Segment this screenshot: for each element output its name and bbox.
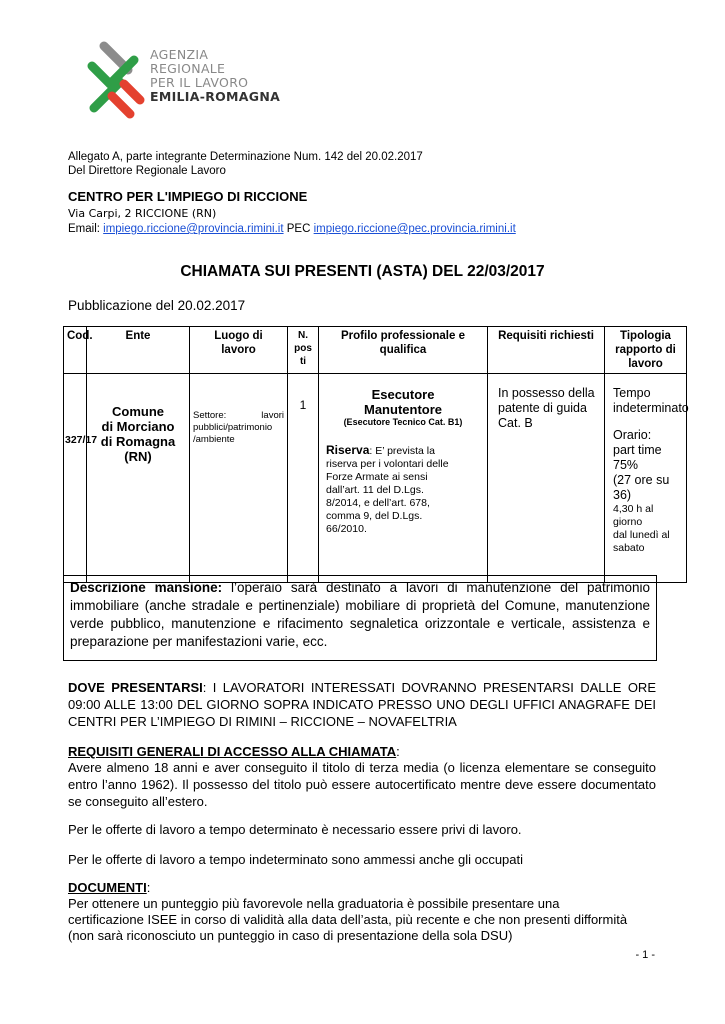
cell-luogo: Settore: lavori pubblici/patrimonio /ambiente xyxy=(190,374,288,583)
logo-line-1: AGENZIA xyxy=(150,47,209,62)
cell-ente: Comune di Morciano di Romagna (RN) xyxy=(87,374,190,583)
col-header-ente: Ente xyxy=(87,327,190,374)
documenti-heading: DOCUMENTI: xyxy=(68,880,151,895)
logo-mark-icon xyxy=(84,38,146,122)
table-header-row xyxy=(64,327,687,374)
documenti-line-1: Per ottenere un punteggio più favorevole nella graduatoria è possibile presentare una xyxy=(68,896,560,911)
col-header-tipologia: Tipologia rapporto di lavoro xyxy=(605,327,687,374)
logo-line-4: EMILIA-ROMAGNA xyxy=(150,89,281,104)
contacts-line xyxy=(68,222,516,236)
dove-label: DOVE PRESENTARSI xyxy=(68,680,203,695)
logo-line-3: PER IL LAVORO xyxy=(150,75,249,90)
col-header-posti: N. pos ti xyxy=(288,327,319,374)
documenti-line-3: (non sarà riconosciuto un punteggio in caso di presentazione della sola DSU) xyxy=(68,928,513,943)
cell-profilo: Esecutore Manutentore (Esecutore Tecnico Cat. B1) Riserva: E’ prevista la riserva per i volontari delle Forze Armate ai sensi dall’art. 11 del D.Lgs. 8/2014, e dell’art. 678, comma 9, del D.Lgs. 66/2010. xyxy=(319,374,488,583)
pec-link[interactable]: impiego.riccione@pec.provincia.rimini.it xyxy=(313,223,516,235)
page-title: CHIAMATA SUI PRESENTI (ASTA) DEL 22/03/2017 xyxy=(180,263,545,280)
dove-text: : I LAVORATORI INTERESSATI DOVRANNO PRESENTARSI DALLE ORE 09:00 ALLE 13:00 DEL GIORNO SOPRA INDICATO PRESSO UNO DEGLI UFFICI ANAGRAFE DEI CENTRI PER L’IMPIEGO DI RIMINI – RICCIONE – NOVAFELTRIA xyxy=(68,680,656,729)
offerte-determinato: Per le offerte di lavoro a tempo determinato è necessario essere privi di lavoro. xyxy=(68,822,522,837)
cell-tipologia: Tempo indeterminato Orario: part time 75% (27 ore su 36) 4,30 h al giorno dal lunedì al sabato xyxy=(605,374,687,583)
requisiti-label: REQUISITI GENERALI DI ACCESSO ALLA CHIAMATA xyxy=(68,744,397,759)
requisiti-generali-text: Avere almeno 18 anni e aver conseguito il titolo di terza media (o licenza elementare se conseguito entro l’anno 1962). Il possesso del titolo può essere autocertificato mentre deve essere documentato se conseguito all’estero. xyxy=(68,760,656,809)
descrizione-text: l’operaio sarà destinato a lavori di manutenzione del patrimonio immobiliare (anche stradale e pertinenziale) mobiliare di proprietà del Comune, manutenzione verde pubblico, manutenzione e rifacimento segnaletica orizzontale e verticale, assistenza e preparazione per manifestazioni varie, ecc. xyxy=(70,580,650,649)
cell-posti: 1 xyxy=(288,374,319,583)
documenti-label: DOCUMENTI xyxy=(68,880,147,895)
requisiti-generali-heading: REQUISITI GENERALI DI ACCESSO ALLA CHIAMATA: xyxy=(68,744,400,759)
email-link[interactable]: impiego.riccione@provincia.rimini.it xyxy=(103,223,284,235)
col-header-cod: Cod. xyxy=(64,327,87,374)
publication-date: Pubblicazione del 20.02.2017 xyxy=(68,298,246,313)
centro-address: Via Carpi, 2 RICCIONE (RN) xyxy=(68,207,217,220)
logo-line-2: REGIONALE xyxy=(150,61,226,76)
page-number: - 1 - xyxy=(635,949,655,961)
centro-title: CENTRO PER L'IMPIEGO DI RICCIONE xyxy=(68,189,308,204)
allegato-line-1: Allegato A, parte integrante Determinazione Num. 142 del 20.02.2017 xyxy=(68,151,423,163)
descrizione-label: Descrizione mansione: xyxy=(70,580,223,595)
descrizione-box xyxy=(63,575,657,661)
col-header-luogo: Luogo di lavoro xyxy=(190,327,288,374)
dove-presentarsi xyxy=(68,679,656,730)
col-header-requisiti: Requisiti richiesti xyxy=(488,327,605,374)
pec-label: PEC xyxy=(286,223,311,235)
email-label: Email: xyxy=(68,223,100,235)
job-table xyxy=(63,326,687,583)
documenti-line-2: certificazione ISEE in corso di validità alla data dell’asta, più recente e che non presenti difformità xyxy=(68,912,628,927)
agency-logo xyxy=(84,38,284,122)
col-header-profilo: Profilo professionale e qualifica xyxy=(319,327,488,374)
offerte-indeterminato: Per le offerte di lavoro a tempo indeterminato sono ammessi anche gli occupati xyxy=(68,852,524,867)
allegato-line-2: Del Direttore Regionale Lavoro xyxy=(68,165,226,177)
cell-requisiti: In possesso della patente di guida Cat. B xyxy=(488,374,605,583)
table-row xyxy=(64,374,687,583)
cell-cod: 327/17 xyxy=(64,374,87,583)
